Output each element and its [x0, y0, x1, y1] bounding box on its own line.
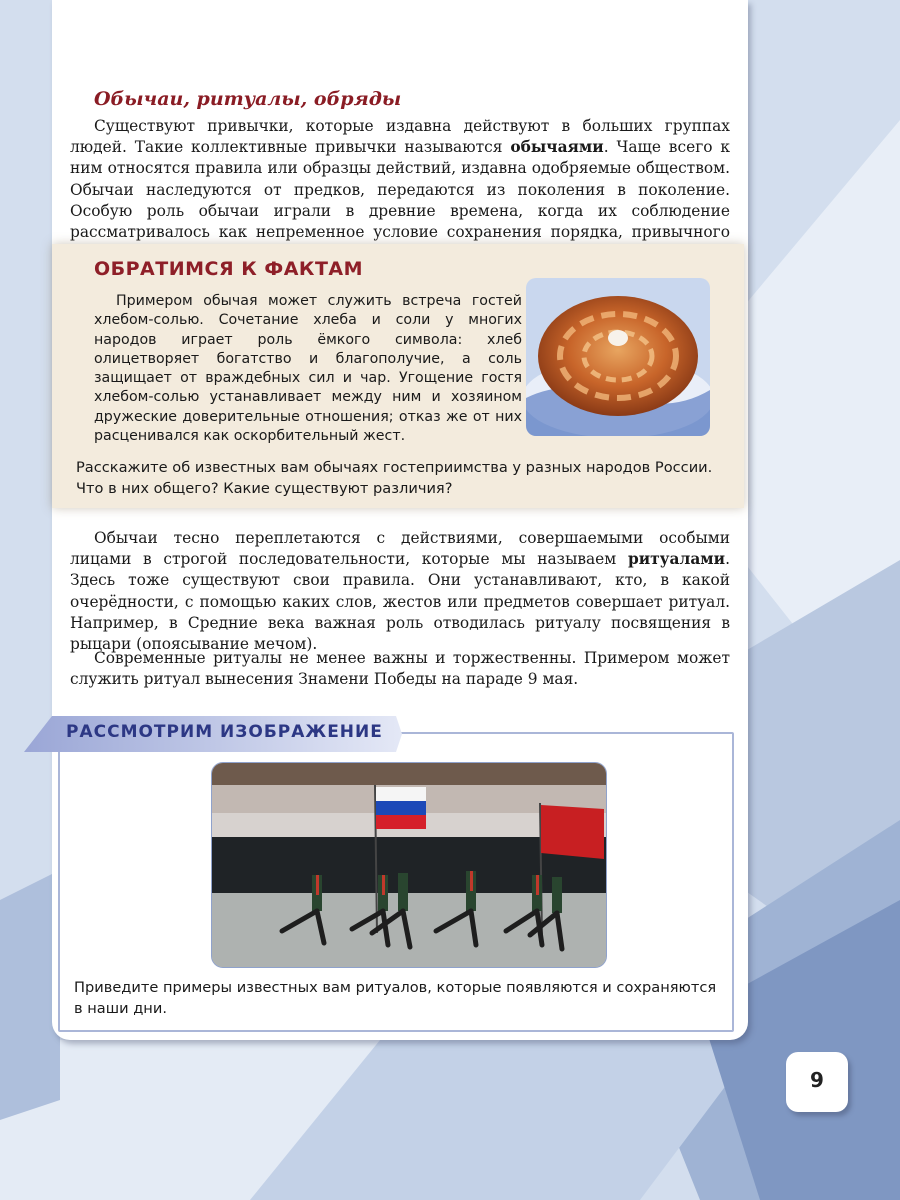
term-customs: обычаями: [510, 138, 604, 157]
facts-title: ОБРАТИМСЯ К ФАКТАМ: [94, 258, 364, 280]
facts-text: Примером обычая может служить встреча гостей хлебом-солью. Сочетание хлеба и соли у многих народов играет роль ёмкого символа: хлеб олицетворяет богатство и благополучие, а соль защищает от враждебных сил и чар. Угощение гостя хлебом-солью устанавливает между ним и хозяином дружеские доверительные отношения; отказ же от них расценивался как оскорбительный жест.: [94, 293, 522, 445]
facts-question: Расскажите об известных вам обычаях гостеприимства у разных народов России. Что в них общего? Какие существуют различия?: [76, 459, 713, 497]
section-title: Обычаи, ритуалы, обряды: [94, 88, 402, 110]
look-title: РАССМОТРИМ ИЗОБРАЖЕНИЕ: [66, 722, 383, 742]
paragraph-customs: Существуют привычки, которые издавна действуют в больших группах людей. Такие коллективные привычки называются обычаями. Чаще всего к ним относятся правила или образцы действий, издавна одобряемые обществом. Обычаи наследуются от предков, передаются из поколения в поколение. Особую роль обычаи играли в древние времена, когда их соблюдение рассматривалось как непременное условие сохранения порядка, привычного: [70, 117, 730, 242]
bread-photo: [526, 278, 710, 436]
parade-photo: [211, 762, 607, 968]
page-number: 9: [810, 1068, 824, 1092]
paragraph-rituals: Обычаи тесно переплетаются с действиями, совершаемыми особыми лицами в строгой последовательности, которые мы называем ритуалами. Здесь тоже существуют свои правила. Они устанавливают, кто, в какой очерёдности, с помощью каких слов, жестов или предметов совершает ритуал. Например, в Средние века важная роль отводилась ритуалу посвящения в рыцари (опоясывание мечом).: [70, 529, 730, 654]
look-question: Приведите примеры известных вам ритуалов, которые появляются и сохраняются в наши дни.: [74, 979, 717, 1017]
paragraph-modern-rituals: Современные ритуалы не менее важны и торжественны. Примером может служить ритуал вынесения Знамени Победы на параде 9 мая.: [70, 649, 730, 689]
facts-box: [52, 244, 744, 508]
page-number-box: [786, 1052, 848, 1112]
term-rituals: ритуалами: [627, 550, 726, 569]
